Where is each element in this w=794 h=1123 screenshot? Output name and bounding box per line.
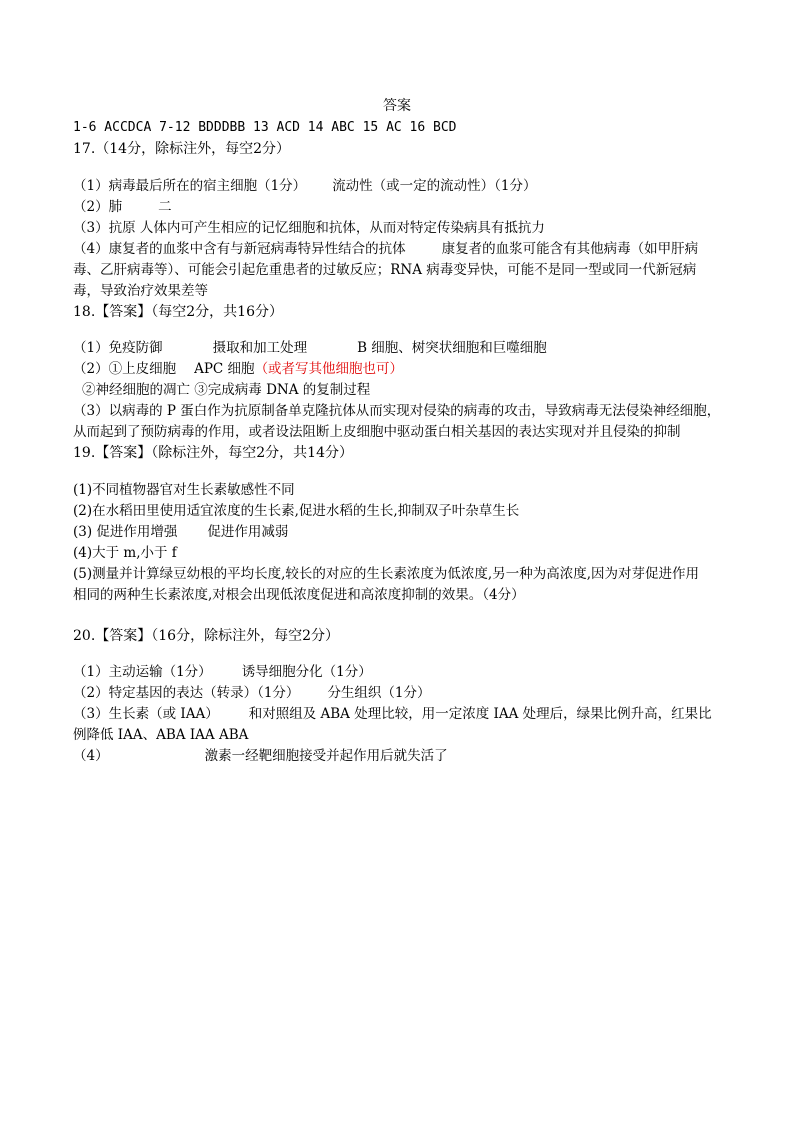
q18-answer-1a: （1）免疫防御 xyxy=(73,340,163,356)
q20-answer-5a: （4） xyxy=(73,748,109,764)
q19-answer-2: (2)在水稻田里使用适宜浓度的生长素,促进水稻的生长,抑制双子叶杂草生长 xyxy=(73,503,520,519)
q17-answer-5: 毒、乙肝病毒等）、可能会引起危重患者的过敏反应；RNA 病毒变异快，可能不是同一型或同一代新冠病 xyxy=(73,262,697,278)
q20-answer-1b: 诱导细胞分化（1分） xyxy=(241,664,372,680)
q19-answer-3b: 促进作用减弱 xyxy=(207,524,289,540)
q18-answer-1b: 摄取和加工处理 xyxy=(212,340,308,356)
q17-answer-6: 毒，导致治疗效果差等 xyxy=(73,283,208,299)
q18-answer-1c: B 细胞、树突状细胞和巨噬细胞 xyxy=(357,340,547,356)
q17-heading: 17.（14分，除标注外，每空2分） xyxy=(73,141,290,157)
q18-heading: 18.【答案】（每空2分，共16分） xyxy=(73,304,283,320)
q19-answer-3 xyxy=(73,523,288,541)
q17-answer-3: （3）抗原 人体内可产生相应的记忆细胞和抗体，从而对特定传染病具有抵抗力 xyxy=(73,220,545,236)
q18-answer-2b: APC 细胞 xyxy=(194,361,255,377)
q17-answer-2 xyxy=(73,198,172,216)
q17-answer-4a: （4）康复者的血浆中含有与新冠病毒特异性结合的抗体 xyxy=(73,241,406,257)
q20-answer-3 xyxy=(73,705,712,723)
q18-answer-2c-note: （或者写其他细胞也可） xyxy=(254,361,404,377)
q17-answer-2b: 二 xyxy=(158,199,172,215)
q17-answer-4 xyxy=(73,240,698,258)
q17-answer-4b: 康复者的血浆可能含有其他病毒（如甲肝病 xyxy=(441,241,699,257)
q19-heading: 19.【答案】（除标注外，每空2分，共14分） xyxy=(73,445,353,461)
q17-answer-2a: （2）肺 xyxy=(73,199,123,215)
q20-heading: 20.【答案】（16分，除标注外，每空2分） xyxy=(73,628,339,644)
page-title: 答案 xyxy=(383,98,411,114)
q20-answer-3b: 和对照组及 ABA 处理比较，用一定浓度 IAA 处理后，绿果比例升高，红果比 xyxy=(248,706,712,722)
q19-answer-5: (5)测量并计算绿豆幼根的平均长度,较长的对应的生长素浓度为低浓度,另一种为高浓度,因为对芽促进作用 xyxy=(73,566,699,582)
q17-answer-1b: 流动性（或一定的流动性）（1分） xyxy=(332,178,537,194)
q18-answer-4: （3）以病毒的 P 蛋白作为抗原制备单克隆抗体从而实现对侵染的病毒的攻击，导致病毒无法侵染神经细胞， xyxy=(73,403,721,419)
q20-answer-3a: （3）生长素（或 IAA） xyxy=(73,706,219,722)
q19-answer-6: 相同的两种生长素浓度,对根会出现低浓度促进和高浓度抑制的效果。（4分） xyxy=(73,587,525,603)
q19-answer-4: (4)大于 m,小于 f xyxy=(73,545,177,561)
q17-answer-1a: （1）病毒最后所在的宿主细胞（1分） xyxy=(73,178,307,194)
q20-answer-2a: （2）特定基因的表达（转录）（1分） xyxy=(73,685,300,701)
q18-answer-3: ②神经细胞的凋亡 ③完成病毒 DNA 的复制过程 xyxy=(82,382,371,398)
q18-answer-5: 从而起到了预防病毒的作用，或者设法阻断上皮细胞中驱动蛋白相关基因的表达实现对并且侵染的抑制 xyxy=(73,424,681,440)
q18-answer-1 xyxy=(73,339,547,357)
multiple-choice-answers: 1-6 ACCDCA 7-12 BDDDBB 13 ACD 14 ABC 15 AC 16 BCD xyxy=(73,120,457,135)
q20-answer-1a: （1）主动运输（1分） xyxy=(73,664,212,680)
q20-answer-5b: 激素一经靶细胞接受并起作用后就失活了 xyxy=(204,748,448,764)
q18-answer-2 xyxy=(73,360,403,378)
q17-answer-1 xyxy=(73,177,537,195)
q20-answer-5 xyxy=(73,747,448,765)
q18-answer-2a: （2）①上皮细胞 xyxy=(73,361,177,377)
q20-answer-4: 例降低 IAA、ABA IAA ABA xyxy=(73,727,249,743)
q20-answer-1 xyxy=(73,663,372,681)
q20-answer-2b: 分生组织（1分） xyxy=(327,685,431,701)
q20-answer-2 xyxy=(73,684,431,702)
q19-answer-3a: (3) 促进作用增强 xyxy=(73,524,178,540)
q19-answer-1: (1)不同植物器官对生长素敏感性不同 xyxy=(73,482,295,498)
